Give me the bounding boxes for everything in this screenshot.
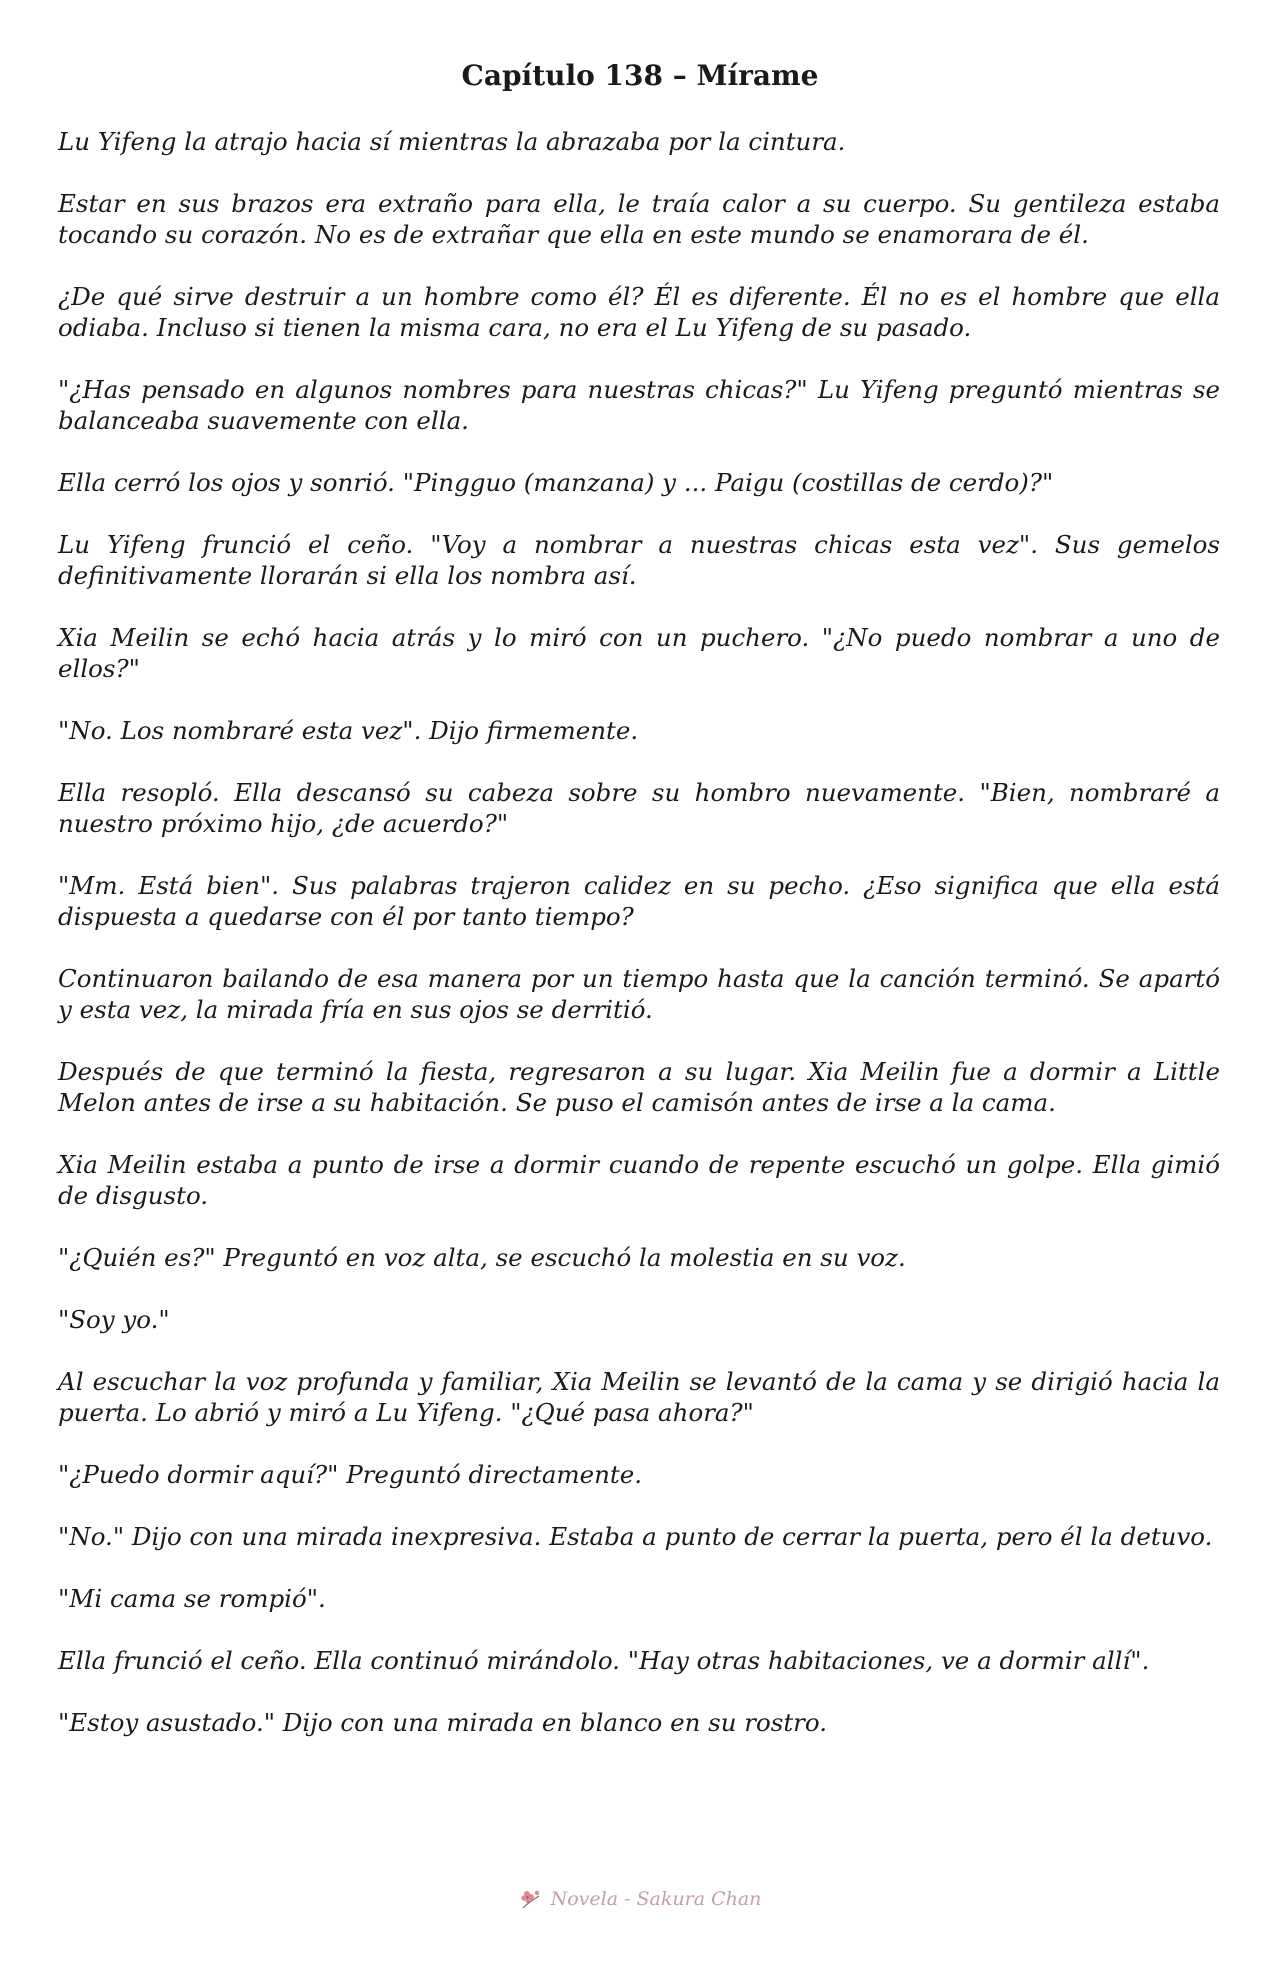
- paragraph: Al escuchar la voz profunda y familiar, Xia Meilin se levantó de la cama y se dirigió hacia la puerta. Lo abrió y miró a Lu Yifeng. "¿Qué pasa ahora?": [58, 1367, 1220, 1427]
- paragraph: Continuaron bailando de esa manera por un tiempo hasta que la canción terminó. Se apartó y esta vez, la mirada fría en sus ojos se derritió.: [58, 964, 1220, 1024]
- sakura-flower-icon: [519, 1888, 545, 1910]
- watermark: [0, 1888, 1280, 1914]
- paragraph: Xia Meilin estaba a punto de irse a dormir cuando de repente escuchó un golpe. Ella gimió de disgusto.: [58, 1150, 1220, 1210]
- paragraph: Ella resopló. Ella descansó su cabeza sobre su hombro nuevamente. "Bien, nombraré a nuestro próximo hijo, ¿de acuerdo?": [58, 778, 1220, 838]
- paragraph: "Soy yo.": [58, 1305, 170, 1334]
- paragraph: "Mi cama se rompió".: [58, 1584, 326, 1613]
- paragraph: Estar en sus brazos era extraño para ella, le traía calor a su cuerpo. Su gentileza estaba tocando su corazón. No es de extrañar que ella en este mundo se enamorara de él.: [58, 189, 1220, 249]
- chapter-title: Capítulo 138 – Mírame: [461, 59, 819, 92]
- paragraph: Ella cerró los ojos y sonrió. "Pingguo (manzana) y ... Paigu (costillas de cerdo)?": [58, 468, 1054, 497]
- watermark-text: Novela - Sakura Chan: [550, 1888, 762, 1910]
- paragraph: Lu Yifeng la atrajo hacia sí mientras la abrazaba por la cintura.: [58, 127, 846, 156]
- paragraph: ¿De qué sirve destruir a un hombre como él? Él es diferente. Él no es el hombre que ella odiaba. Incluso si tienen la misma cara, no era el Lu Yifeng de su pasado.: [58, 282, 1220, 342]
- paragraph: "Estoy asustado." Dijo con una mirada en blanco en su rostro.: [58, 1708, 827, 1737]
- paragraph: Xia Meilin se echó hacia atrás y lo miró con un puchero. "¿No puedo nombrar a uno de ellos?": [58, 623, 1220, 683]
- paragraph: Ella frunció el ceño. Ella continuó mirándolo. "Hay otras habitaciones, ve a dormir allí".: [58, 1646, 1150, 1675]
- paragraph: Lu Yifeng frunció el ceño. "Voy a nombrar a nuestras chicas esta vez". Sus gemelos definitivamente llorarán si ella los nombra así.: [58, 530, 1220, 590]
- paragraph: "¿Puedo dormir aquí?" Preguntó directamente.: [58, 1460, 643, 1489]
- paragraph: Después de que terminó la fiesta, regresaron a su lugar. Xia Meilin fue a dormir a Little Melon antes de irse a su habitación. Se puso el camisón antes de irse a la cama.: [58, 1057, 1220, 1117]
- paragraph: "No." Dijo con una mirada inexpresiva. Estaba a punto de cerrar la puerta, pero él la detuvo.: [58, 1522, 1213, 1551]
- chapter-body: [58, 126, 1220, 1769]
- paragraph: "¿Has pensado en algunos nombres para nuestras chicas?" Lu Yifeng preguntó mientras se balanceaba suavemente con ella.: [58, 375, 1220, 435]
- paragraph: "No. Los nombraré esta vez". Dijo firmemente.: [58, 716, 639, 745]
- paragraph: "Mm. Está bien". Sus palabras trajeron calidez en su pecho. ¿Eso significa que ella está dispuesta a quedarse con él por tanto tiempo?: [58, 871, 1220, 931]
- paragraph: "¿Quién es?" Preguntó en voz alta, se escuchó la molestia en su voz.: [58, 1243, 906, 1272]
